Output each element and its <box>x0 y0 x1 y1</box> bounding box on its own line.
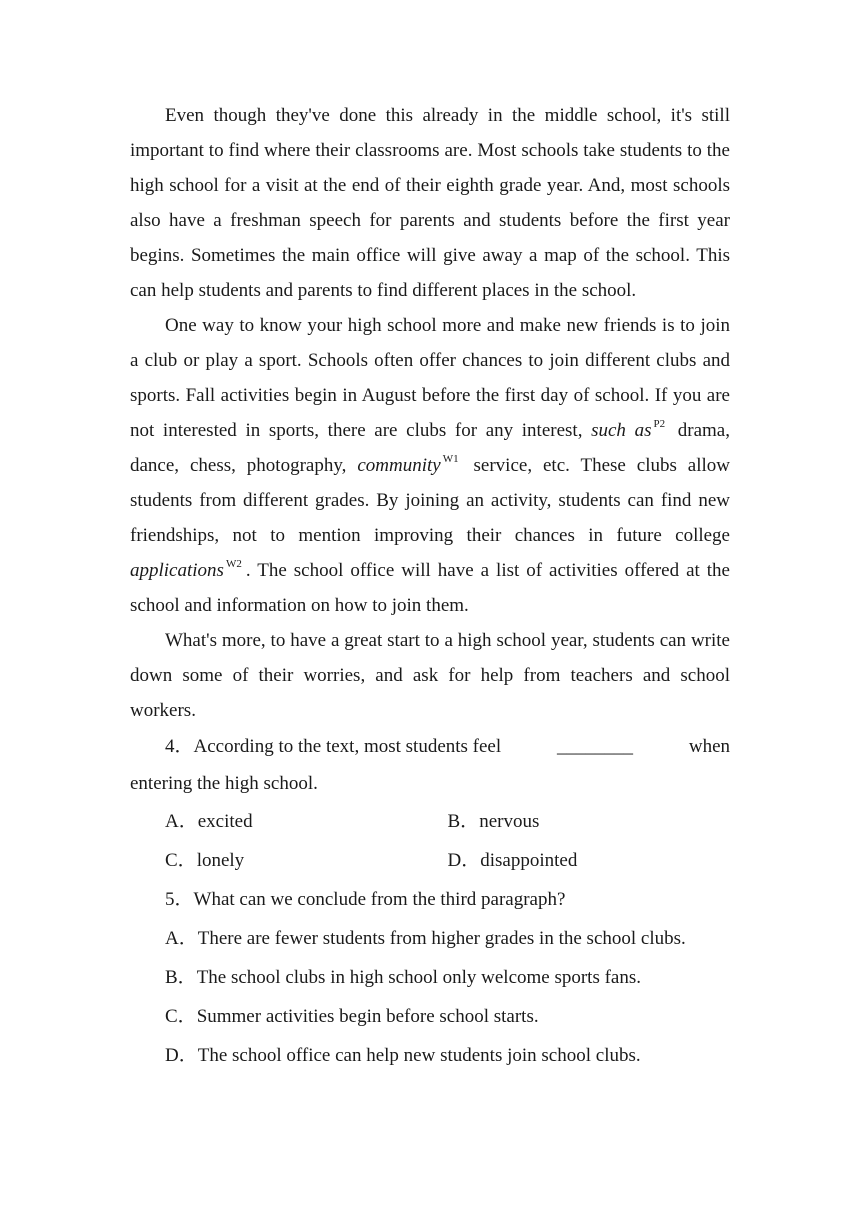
question-4-stem-tail: when <box>688 736 730 757</box>
option-letter: B． <box>165 967 197 988</box>
option-letter: D． <box>165 1045 198 1066</box>
option-letter: A． <box>165 811 198 832</box>
option-text: nervous <box>479 811 540 832</box>
answer-blank: ________ <box>557 736 633 757</box>
option-5d[interactable] <box>130 1036 730 1075</box>
option-letter: A． <box>165 928 198 949</box>
option-4c[interactable] <box>165 841 448 880</box>
tag-p2: P2 <box>653 418 666 430</box>
option-text: The school office can help new students join school clubs. <box>197 1045 641 1066</box>
option-letter: D． <box>447 850 481 871</box>
paragraph-3: What's more, to have a great start to a high school year, students can write down some of their worries, and ask for help from teachers and school workers. <box>130 630 730 721</box>
question-4-stem-text: According to the text, most students feel <box>193 736 502 757</box>
option-text: lonely <box>196 850 245 871</box>
option-5b[interactable] <box>130 958 730 997</box>
question-5-number: 5． <box>165 889 194 910</box>
question-5 <box>130 880 730 1075</box>
document-page <box>130 98 730 1075</box>
word-applications: applications <box>130 560 224 581</box>
option-4b[interactable] <box>448 802 731 841</box>
paragraph-2-part-a: One way to know your high school more and make new friends is to join a club or play a sport. Schools often offer chances to join different clubs and sports. Fall activities begin in August before the first day of school. If you are not interested in sports, there are clubs for any interest, <box>130 315 730 441</box>
question-4-options-row-1 <box>130 802 730 841</box>
option-text: disappointed <box>480 850 578 871</box>
option-5c[interactable] <box>130 997 730 1036</box>
tag-w1: W1 <box>442 453 459 465</box>
option-text: There are fewer students from higher grades in the school clubs. <box>197 928 686 949</box>
option-5a[interactable] <box>130 919 730 958</box>
question-4-options-row-2 <box>130 841 730 880</box>
option-text: Summer activities begin before school starts. <box>196 1006 539 1027</box>
question-5-stem-text: What can we conclude from the third paragraph? <box>193 889 566 910</box>
paragraph-1: Even though they've done this already in the middle school, it's still important to find where their classrooms are. Most schools take students to the high school for a visit at the end of their eighth grade year. And, most schools also have a freshman speech for parents and students before the first year begins. Sometimes the main office will give away a map of the school. This can help students and parents to find different places in the school. <box>130 105 730 301</box>
paragraph-2-part-b: drama, dance, chess, photography, <box>130 420 730 476</box>
option-4a[interactable] <box>165 802 448 841</box>
question-5-stem <box>130 880 730 919</box>
tag-w2: W2 <box>225 558 242 570</box>
option-letter: B． <box>447 811 480 832</box>
paragraph-2-part-c: service, etc. These clubs allow students from different grades. By joining an activity, students can find new friendships, not to mention improving their chances in future college <box>130 455 731 546</box>
option-letter: C． <box>165 1006 197 1027</box>
question-4-stem-lead <box>165 728 501 765</box>
question-4-stem-continued: entering the high school. <box>130 773 318 794</box>
question-4 <box>130 728 730 880</box>
phrase-such-as: such as <box>591 420 652 441</box>
option-4d[interactable] <box>448 841 731 880</box>
question-4-stem <box>130 728 730 765</box>
paragraph-2-part-d: . The school office will have a list of activities offered at the school and information on how to join them. <box>130 560 730 616</box>
word-community: community <box>357 455 441 476</box>
paragraph-2 <box>130 308 730 623</box>
option-letter: C． <box>165 850 197 871</box>
option-text: excited <box>197 811 253 832</box>
option-text: The school clubs in high school only welcome sports fans. <box>196 967 642 988</box>
question-4-number: 4． <box>165 736 194 757</box>
